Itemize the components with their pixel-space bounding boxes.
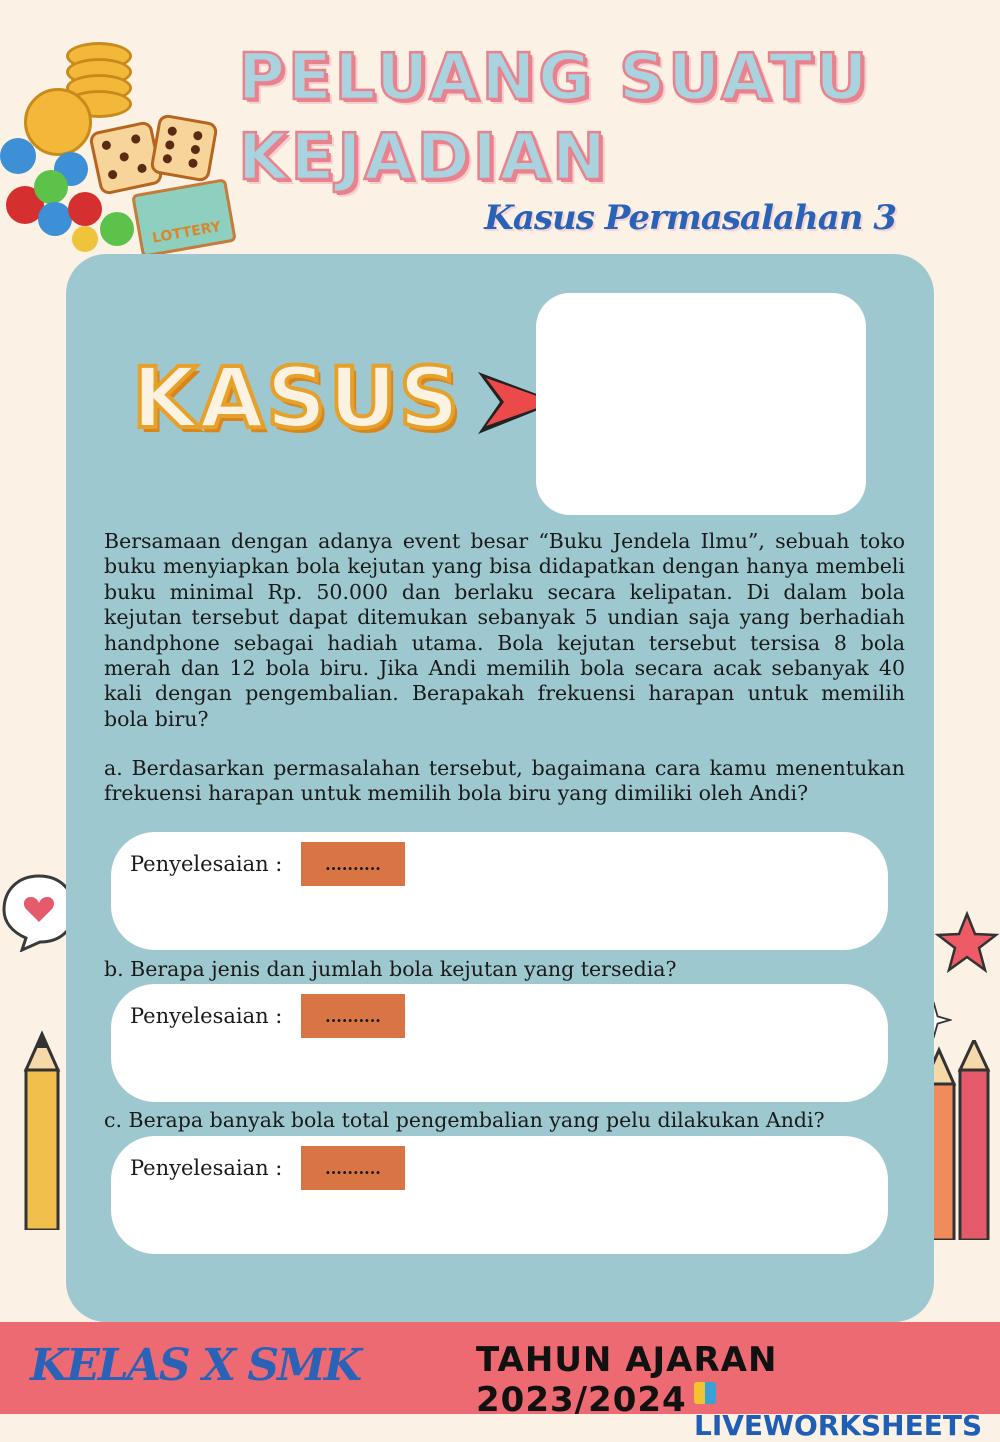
page-title-line1: PELUANG SUATU <box>238 41 871 115</box>
brand-label: LIVEWORKSHEETS <box>694 1409 983 1442</box>
page-subtitle: Kasus Permasalahan 3 <box>484 198 896 238</box>
answer-input-a[interactable] <box>301 842 405 886</box>
liveworksheets-brand[interactable] <box>694 1376 1000 1442</box>
image-placeholder-box <box>536 293 866 515</box>
star-icon <box>934 910 1000 980</box>
answer-box-b <box>111 984 888 1102</box>
page-title-line2: KEJADIAN <box>238 121 609 195</box>
lottery-label: LOTTERY <box>151 218 223 247</box>
heart-bubble-icon <box>2 872 76 952</box>
question-c-text: c. Berapa banyak bola total pengembalian yang pelu dilakukan Andi? <box>104 1108 825 1132</box>
footer-year-label: TAHUN AJARAN 2023/2024 <box>476 1340 778 1420</box>
pencil-icon <box>16 1030 68 1234</box>
answer-label: Penyelesaian : <box>130 852 283 876</box>
answer-label: Penyelesaian : <box>130 1004 283 1028</box>
footer-class-label: KELAS X SMK <box>30 1340 361 1391</box>
answer-label: Penyelesaian : <box>130 1156 283 1180</box>
question-b-text: b. Berapa jenis dan jumlah bola kejutan yang tersedia? <box>104 957 677 981</box>
answer-box-c <box>111 1136 888 1254</box>
answer-input-c[interactable] <box>301 1146 405 1190</box>
kasus-label: KASUS <box>132 349 462 447</box>
answer-input-b[interactable] <box>301 994 405 1038</box>
question-a-text: a. Berdasarkan permasalahan tersebut, bagaimana cara kamu menentukan frekuensi harapan untuk memilih bola biru yang dimiliki oleh Andi? <box>104 756 905 806</box>
liveworksheets-logo-icon <box>694 1382 716 1404</box>
case-story-text: Bersamaan dengan adanya event besar “Buku Jendela Ilmu”, sebuah toko buku menyiapkan bola kejutan yang bisa didapatkan dengan hanya membeli buku minimal Rp. 50.000 dan berlaku secara kelipatan. Di dalam bola kejutan tersebut dapat ditemukan sebanyak 5 undian saja yang berhadiah handphone sebagai hadiah utama. Bola kejutan tersebut tersisa 8 bola merah dan 12 bola biru. Jika Andi memilih bola secara acak sebanyak 40 kali dengan pengembalian. Berapakah frekuensi harapan untuk memilih bola biru? <box>104 529 905 731</box>
answer-box-a <box>111 832 888 950</box>
